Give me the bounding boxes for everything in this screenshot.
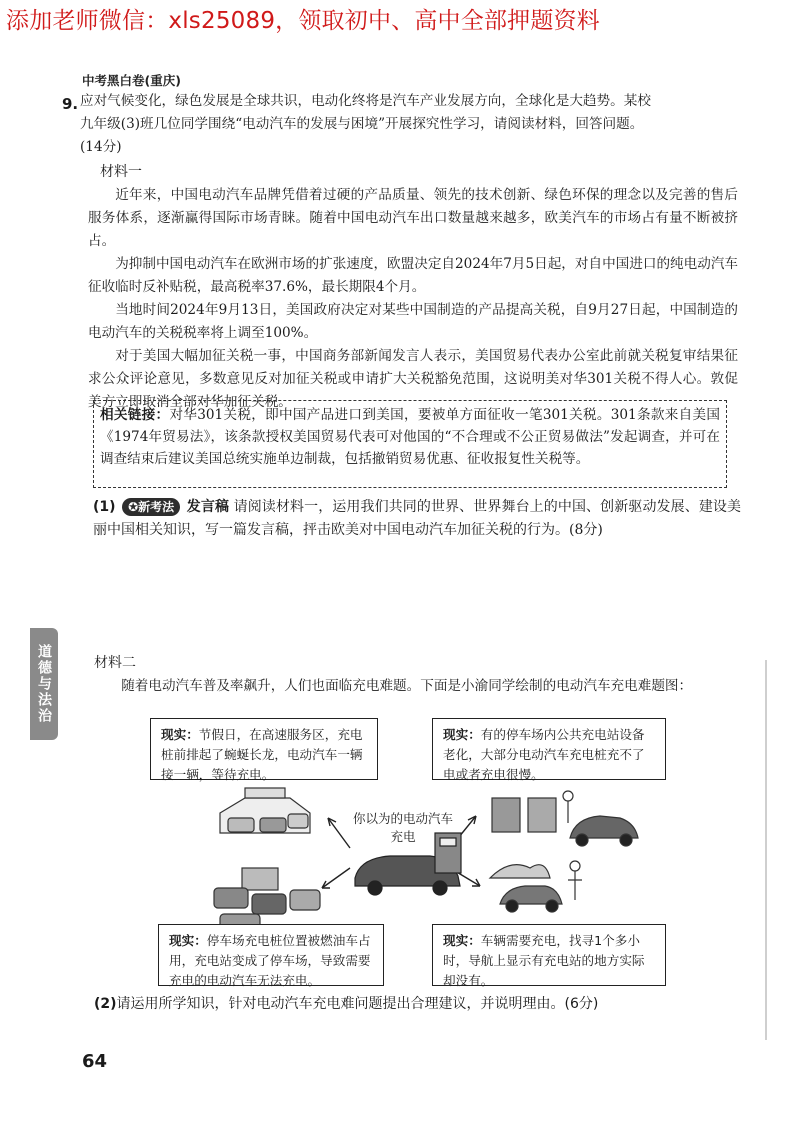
material1-paragraph-2: 为抑制中国电动汽车在欧洲市场的扩张速度，欧盟决定自2024年7月5日起，对自中国进口的纯电动汽车征收临时反补贴税，最高税率37.6%，最长期限4个月。 bbox=[88, 256, 739, 295]
related-link-label: 相关链接： bbox=[100, 407, 170, 423]
q2-number: (2) bbox=[94, 996, 117, 1012]
callout-bottom-left bbox=[158, 924, 384, 986]
callout-top-left bbox=[150, 718, 378, 780]
right-margin-line bbox=[765, 660, 767, 1040]
q1-number: (1) bbox=[93, 499, 116, 515]
page-number: 64 bbox=[82, 1051, 108, 1072]
question-intro-line2: 九年级(3)班几位同学围绕“电动汽车的发展与困境”开展探究性学习，请阅读材料，回答问题。 bbox=[80, 116, 644, 132]
material1-paragraph-3: 当地时间2024年9月13日，美国政府决定对某些中国制造的产品提高关税，自9月27日起，中国制造的电动汽车的关税税率将上调至100%。 bbox=[88, 302, 738, 341]
material2-title: 材料二 bbox=[94, 655, 136, 671]
subject-side-tab: 道德与法治 bbox=[30, 628, 58, 740]
callout-text: 有的停车场内公共充电站设备老化，大部分电动汽车充电桩充不了电或者充电很慢。 bbox=[443, 727, 645, 782]
searching-scene bbox=[490, 861, 582, 912]
question-2 bbox=[94, 993, 742, 1013]
q1-badge-text: 新考法 bbox=[138, 500, 175, 514]
question-score: (14分) bbox=[80, 139, 122, 155]
q2-text: 请运用所学知识，针对电动汽车充电难问题提出合理建议，并说明理由。(6分) bbox=[116, 996, 599, 1012]
callout-top-right bbox=[432, 718, 666, 780]
old-charger-scene bbox=[492, 791, 638, 846]
material1-paragraph-1: 近年来，中国电动汽车品牌凭借着过硬的产品质量、领先的技术创新、绿色环保的理念以及完善的售后服务体系，逐渐赢得国际市场青睐。随着中国电动汽车出口数量越来越多，欧美汽车的市场占有量不断被挤占。 bbox=[88, 187, 738, 249]
new-method-badge: ✪新考法 bbox=[122, 498, 180, 516]
callout-label: 现实： bbox=[443, 727, 481, 742]
material1-title: 材料一 bbox=[100, 164, 142, 180]
callout-bottom-right bbox=[432, 924, 666, 986]
occupied-parking-scene bbox=[214, 868, 320, 928]
charging-diagram bbox=[150, 718, 666, 988]
center-label: 你以为的电动汽车充电 bbox=[352, 811, 453, 844]
related-link-box bbox=[93, 400, 727, 488]
question-intro bbox=[80, 90, 740, 159]
callout-text: 停车场充电桩位置被燃油车占用，充电站变成了停车场，导致需要充电的电动汽车无法充电。 bbox=[169, 933, 371, 988]
question-intro-line1: 应对气候变化，绿色发展是全球共识，电动化终将是汽车产业发展方向，全球化是大趋势。某校 bbox=[80, 93, 651, 109]
callout-label: 现实： bbox=[169, 933, 207, 948]
question-1 bbox=[93, 496, 741, 542]
arrow-down-left bbox=[322, 868, 350, 888]
q1-type: 发言稿 bbox=[186, 499, 230, 515]
callout-label: 现实： bbox=[443, 933, 481, 948]
material2-text: 随着电动汽车普及率飙升，人们也面临充电难题。下面是小渝同学绘制的电动汽车充电难题图： bbox=[121, 678, 693, 694]
watermark-text: 添加老师微信：xls25089，领取初中、高中全部押题资料 bbox=[6, 8, 600, 34]
q1-text: 请阅读材料一，运用我们共同的世界、世界舞台上的中国、创新驱动发展、建设美丽中国相关知识，写一篇发言稿，抨击欧美对中国电动汽车加征关税的行为。(8分) bbox=[93, 499, 742, 538]
question-number: 9. bbox=[62, 95, 79, 113]
callout-text: 车辆需要充电，找寻1个多小时，导航上显示有充电站的地方实际却没有。 bbox=[443, 933, 645, 988]
page-header: 中考黑白卷(重庆) bbox=[82, 73, 181, 88]
callout-label: 现实： bbox=[161, 727, 199, 742]
arrow-up-left bbox=[328, 818, 350, 848]
callout-text: 节假日，在高速服务区，充电桩前排起了蜿蜒长龙，电动汽车一辆接一辆，等待充电。 bbox=[161, 727, 363, 782]
material1-paragraph-4: 对于美国大幅加征关税一事，中国商务部新闻发言人表示，美国贸易代表办公室此前就关税复审结果征求公众评论意见，多数意见反对加征关税或申请扩大关税豁免范围，这说明美对华301关税不得人心。敦促美方立即取消全部对华加征关税。 bbox=[88, 348, 738, 410]
queue-scene bbox=[220, 788, 310, 833]
related-link-text: 对华301关税，即中国产品进口到美国，要被单方面征收一笔301关税。301条款来自美国《1974年贸易法》，该条款授权美国贸易代表可对他国的“不合理或不公正贸易做法”发起调查，并可在调查结束后建议美国总统实施单边制裁，包括撤销贸易优惠、征收报复性关税等。 bbox=[100, 407, 720, 467]
